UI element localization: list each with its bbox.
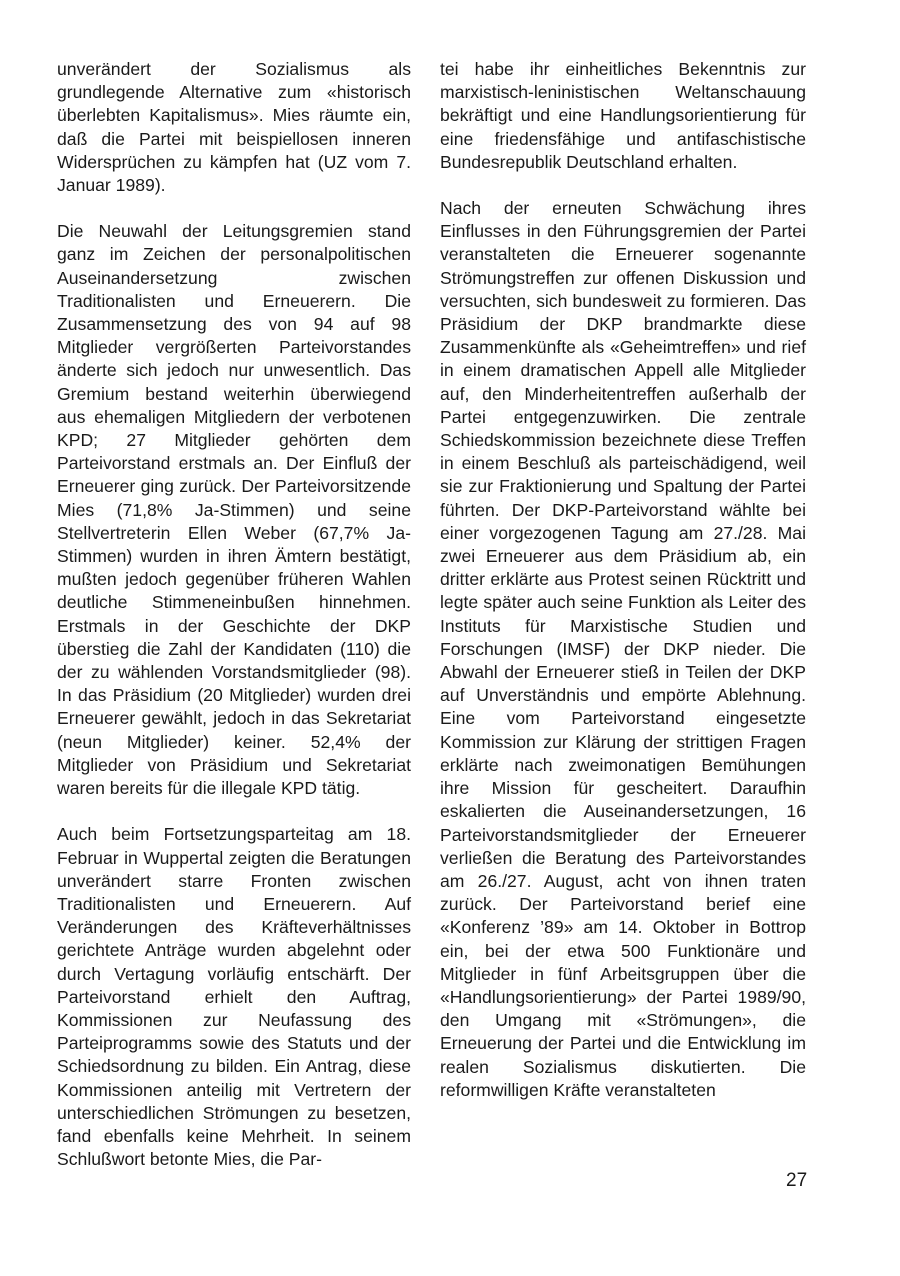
right-paragraph-1: tei habe ihr einheitliches Bekenntnis zur marxistisch-leninistischen Weltanschauung bekräftigt und eine Handlungsorientierung für eine friedensfähige und antifaschistische Bundesrepublik Deutschland erhalten. xyxy=(440,59,806,172)
page-number: 27 xyxy=(786,1170,808,1191)
left-paragraph-2: Die Neuwahl der Leitungsgremien stand ganz im Zeichen der personalpolitischen Auseinandersetzung zwischen Traditionalisten und Erneuerern. Die Zusammensetzung des von 94 auf 98 Mitglieder vergrößerten Parteivorstandes änderte sich jedoch nur unwesentlich. Das Gremium bestand weiterhin überwiegend aus ehemaligen Mitgliedern der verbotenen KPD; 27 Mitglieder gehörten dem Parteivorstand erstmals an. Der Einfluß der Erneuerer ging zurück. Der Parteivorsitzende Mies (71,8% Ja-Stimmen) und seine Stellvertreterin Ellen Weber (67,7% Ja-Stimmen) wurden in ihren Ämtern bestätigt, mußten jedoch gegenüber früheren Wahlen deutliche Stimmeneinbußen hinnehmen. Erstmals in der Geschichte der DKP überstieg die Zahl der Kandidaten (110) die der zu wählenden Vorstandsmitglieder (98). In das Präsidium (20 Mitglieder) wurden drei Erneuerer gewählt, jedoch in das Sekretariat (neun Mitglieder) keiner. 52,4% der Mitglieder von Präsidium und Sekretariat waren bereits für die illegale KPD tätig. xyxy=(57,221,411,799)
left-column xyxy=(57,58,411,1171)
left-paragraph-1: unverändert der Sozialismus als grundlegende Alternative zum «historisch überlebten Kapitalismus». Mies räumte ein, daß die Partei mit beispiellosen inneren Widersprüchen zu kämpfen hat (UZ vom 7. Januar 1989). xyxy=(57,59,411,196)
right-paragraph-2: Nach der erneuten Schwächung ihres Einflusses in den Führungsgremien der Partei veranstalteten die Erneuerer sogenannte Strömungstreffen zur offenen Diskussion und versuchten, sich bundesweit zu formieren. Das Präsidium der DKP brandmarkte diese Zusammenkünfte als «Geheimtreffen» und rief in einem dramatischen Appell alle Mitglieder auf, den Minderheitentreffen außerhalb der Partei entgegenzuwirken. Die zentrale Schiedskommission bezeichnete diese Treffen in einem Beschluß als parteischädigend, weil sie zur Fraktionierung und Spaltung der Partei führten. Der DKP-Parteivorstand wählte bei einer vorgezogenen Tagung am 27./28. Mai zwei Erneuerer aus dem Präsidium ab, ein dritter erklärte aus Protest seinen Rücktritt und legte später auch seine Funktion als Leiter des Instituts für Marxistische Studien und Forschungen (IMSF) der DKP nieder. Die Abwahl der Erneuerer stieß in Teilen der DKP auf Unverständnis und empörte Ablehnung. Eine vom Parteivorstand eingesetzte Kommission zur Klärung der strittigen Fragen erklärte nach zweimonatigen Bemühungen ihre Mission für gescheitert. Daraufhin eskalierten die Auseinandersetzungen, 16 Parteivorstandsmitglieder der Erneuerer verließen die Beratung des Parteivorstandes am 26./27. August, acht von ihnen traten zurück. Der Parteivorstand berief eine «Konferenz ’89» am 14. Oktober in Bottrop ein, bei der etwa 500 Funktionäre und Mitglieder in fünf Arbeitsgruppen über die «Handlungsorientierung» der Partei 1989/90, den Umgang mit «Strömungen», die Erneuerung der Partei und die Entwicklung im realen Sozialismus diskutierten. Die reformwilligen Kräfte veranstalteten xyxy=(440,198,806,1100)
left-paragraph-3: Auch beim Fortsetzungsparteitag am 18. Februar in Wuppertal zeigten die Beratungen unverändert starre Fronten zwischen Traditionalisten und Erneuerern. Auf Veränderungen des Kräfteverhältnisses gerichtete Anträge wurden abgelehnt oder durch Vertagung vorläufig entschärft. Der Parteivorstand erhielt den Auftrag, Kommissionen zur Neufassung des Parteiprogramms sowie des Statuts und der Schiedsordnung zu bilden. Ein Antrag, diese Kommissionen anteilig mit Vertretern der unterschiedlichen Strömungen zu besetzen, fand ebenfalls keine Mehrheit. In seinem Schlußwort betonte Mies, die Par- xyxy=(57,824,411,1170)
right-column xyxy=(440,58,806,1102)
